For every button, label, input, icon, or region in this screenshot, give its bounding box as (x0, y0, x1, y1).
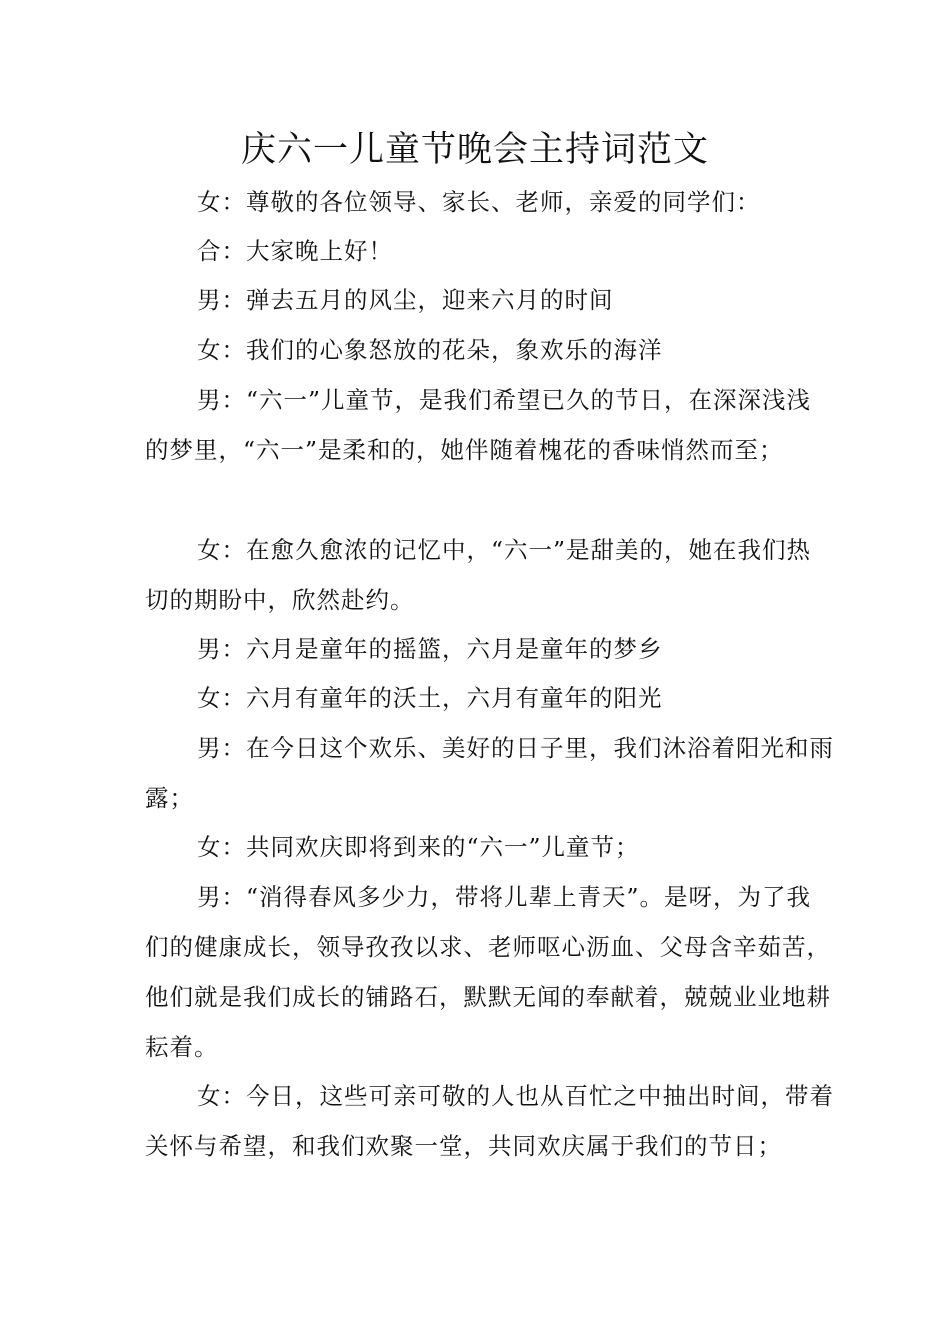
paragraph-childrens-day: 男：“六一”儿童节，是我们希望已久的节日，在深深浅浅的梦里，“六一”是柔和的，她伴随着槐花的香味悄然而至； (145, 386, 812, 464)
paragraph-cradle: 男：六月是童年的摇篮，六月是童年的梦乡 (197, 635, 663, 663)
paragraph-may-dust: 男：弹去五月的风尘，迎来六月的时间 (197, 286, 614, 314)
paragraph-spring-wind: 男：“消得春风多少力，带将儿辈上青天”。是呀，为了我们的健康成长，领导孜孜以求、老师呕心沥血、父母含辛茹苦，他们就是我们成长的铺路石，默默无闻的奉献着，兢兢业业地耕耘着。 (145, 883, 831, 1061)
paragraph-celebrate: 女：共同欢庆即将到来的“六一”儿童节； (197, 833, 640, 861)
paragraph-memory: 女：在愈久愈浓的记忆中，“六一”是甜美的，她在我们热切的期盼中，欣然赴约。 (145, 536, 812, 614)
paragraph-today: 男：在今日这个欢乐、美好的日子里，我们沐浴着阳光和雨露； (145, 734, 834, 812)
paragraph-sunshine: 女：六月有童年的沃土，六月有童年的阳光 (197, 684, 663, 712)
paragraph-flowers: 女：我们的心象怒放的花朵，象欢乐的海洋 (197, 336, 663, 364)
paragraph-together: 合：大家晚上好！ (197, 237, 393, 265)
paragraph-greeting: 女：尊敬的各位领导、家长、老师，亲爱的同学们： (197, 188, 761, 216)
page-title: 庆六一儿童节晚会主持词范文 (240, 130, 709, 170)
paragraph-gathering: 女：今日，这些可亲可敬的人也从百忙之中抽出时间，带着关怀与希望，和我们欢聚一堂，共同欢庆属于我们的节日； (145, 1082, 834, 1160)
